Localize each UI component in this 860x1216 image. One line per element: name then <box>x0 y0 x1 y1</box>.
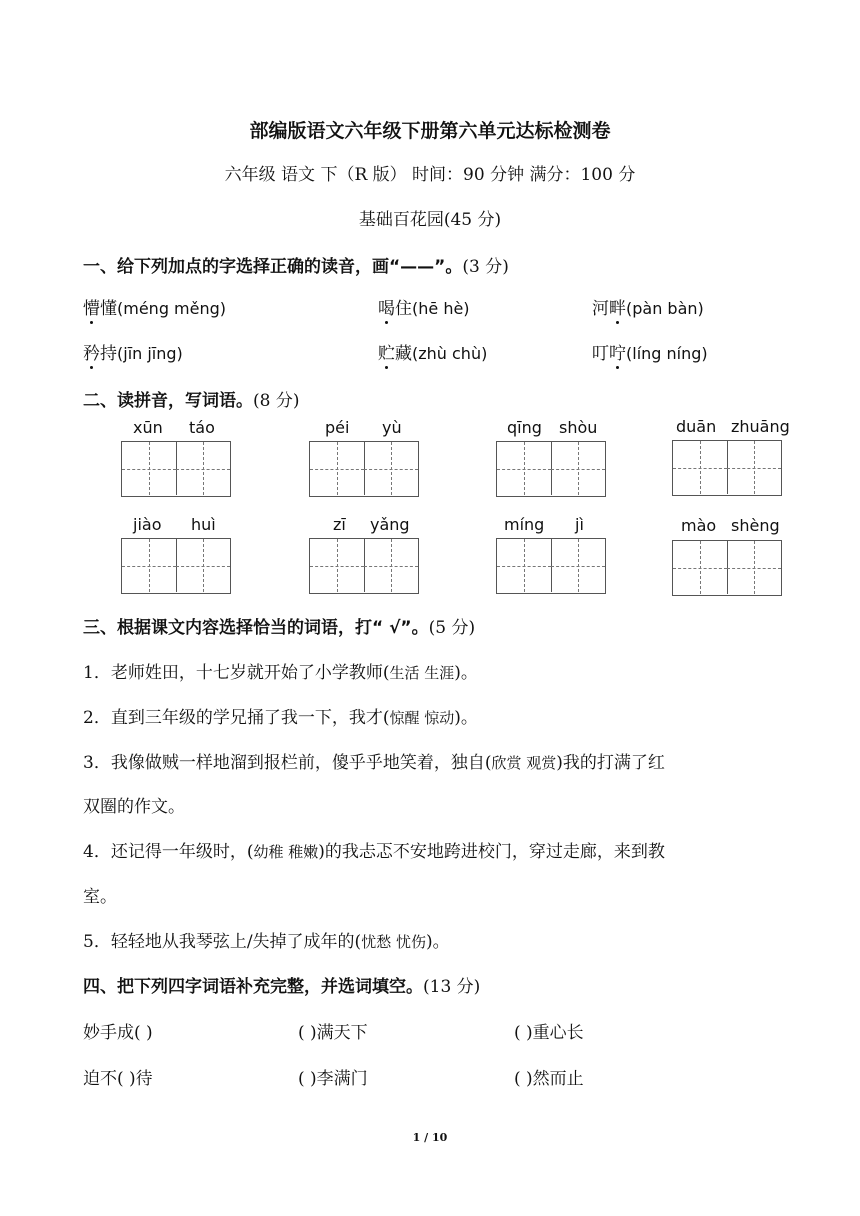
writing-grid[interactable] <box>309 538 419 594</box>
q1-heading-text: 一、给下列加点的字选择正确的读音，画“——”。 <box>83 257 463 277</box>
idiom-blank[interactable]: 迫不( )待 <box>83 1069 153 1089</box>
writing-grid[interactable] <box>672 540 782 596</box>
grid-cell[interactable] <box>673 541 728 594</box>
word-choices[interactable]: 忧愁 忧伤 <box>361 933 426 951</box>
sentence-text: 2．直到三年级的学兄捅了我一下，我才( <box>83 708 390 728</box>
q3-heading-text: 三、根据课文内容选择恰当的词语，打“ √”。 <box>83 618 429 638</box>
grid-cell[interactable] <box>727 541 781 594</box>
pinyin-syllable: péi <box>325 418 350 437</box>
sentence-text: )。 <box>454 708 478 728</box>
sentence-text: 1．老师姓田，十七岁就开始了小学教师( <box>83 663 390 683</box>
pinyin-syllable: jì <box>575 515 584 534</box>
pinyin-syllable: jiào <box>133 515 162 534</box>
word-post: 懂 <box>100 299 117 319</box>
q3-score: (5 分) <box>428 618 476 638</box>
q3-sentence-1 <box>83 658 478 683</box>
sentence-text: 3．我像做贼一样地溜到报栏前，傻乎乎地笑着，独自( <box>83 753 492 773</box>
grid-cell[interactable] <box>364 539 418 592</box>
q3-sentence-3-cont: 双圈的作文。 <box>83 797 185 817</box>
grid-cell[interactable] <box>310 442 365 495</box>
q1-item <box>378 294 470 319</box>
q3-sentence-3 <box>83 748 665 773</box>
dotted-char: 贮 <box>378 344 395 364</box>
dotted-char: 懵 <box>83 299 100 319</box>
part-title: 基础百花园(45 分) <box>358 210 502 230</box>
word-post: 住 <box>395 299 412 319</box>
q3-sentence-5 <box>83 927 450 952</box>
q1-item <box>592 294 704 319</box>
grid-cell[interactable] <box>364 442 418 495</box>
word-choices[interactable]: 生活 生涯 <box>389 664 455 682</box>
pinyin-options: (líng níng) <box>626 344 708 363</box>
word-pre: 叮 <box>592 344 609 364</box>
grid-cell[interactable] <box>551 539 605 592</box>
q1-item <box>592 339 708 364</box>
word-pre: 河 <box>592 299 609 319</box>
idiom-blank[interactable]: ( )满天下 <box>298 1023 368 1043</box>
grid-cell[interactable] <box>176 442 230 495</box>
writing-grid[interactable] <box>121 441 231 497</box>
dotted-char: 畔 <box>609 299 626 319</box>
grid-cell[interactable] <box>122 442 177 495</box>
word-choices[interactable]: 惊醒 惊动 <box>389 709 455 727</box>
pinyin-syllable: míng <box>504 515 545 534</box>
q2-score: (8 分) <box>253 391 300 411</box>
pinyin-syllable: shèng <box>731 516 780 535</box>
word-choices[interactable]: 欣赏 观赏 <box>491 754 557 772</box>
grid-cell[interactable] <box>497 539 552 592</box>
writing-grid[interactable] <box>672 440 782 496</box>
sentence-text: )。 <box>454 663 478 683</box>
q2-heading <box>83 386 299 411</box>
pinyin-syllable: xūn <box>133 418 163 437</box>
dotted-char: 咛 <box>609 344 626 364</box>
q2-heading-text: 二、读拼音，写词语。 <box>83 391 253 411</box>
sentence-text: 4．还记得一年级时，( <box>83 842 254 862</box>
pinyin-options: (jīn jīng) <box>117 344 183 363</box>
pinyin-syllable: duān <box>676 417 717 436</box>
grid-cell[interactable] <box>176 539 230 592</box>
writing-grid[interactable] <box>121 538 231 594</box>
sentence-text: )我的打满了红 <box>556 753 665 773</box>
pinyin-syllable: yǎng <box>370 515 410 534</box>
idiom-blank[interactable]: ( )李满门 <box>298 1069 368 1089</box>
word-choices[interactable]: 幼稚 稚嫩 <box>253 843 319 861</box>
q4-heading-text: 四、把下列四字词语补充完整，并选词填空。 <box>83 977 423 997</box>
sentence-text: )。 <box>425 932 450 952</box>
idiom-blank[interactable]: 妙手成( ) <box>83 1023 153 1043</box>
pinyin-syllable: huì <box>191 515 216 534</box>
q1-item <box>378 339 487 364</box>
q3-sentence-4-cont: 室。 <box>83 887 117 907</box>
grid-cell[interactable] <box>310 539 365 592</box>
q3-sentence-4 <box>83 837 665 862</box>
dotted-char: 矜 <box>83 344 100 364</box>
grid-cell[interactable] <box>727 441 781 494</box>
page-number: 1 / 10 <box>412 1131 448 1144</box>
writing-grid[interactable] <box>309 441 419 497</box>
q1-heading <box>83 252 509 277</box>
pinyin-syllable: shòu <box>559 418 598 437</box>
q4-heading <box>83 972 480 997</box>
pinyin-syllable: qīng <box>507 418 542 437</box>
word-post: 持 <box>100 344 117 364</box>
q3-heading <box>83 613 475 638</box>
q1-item <box>83 339 183 364</box>
pinyin-options: (méng měng) <box>117 299 227 318</box>
pinyin-options: (pàn bàn) <box>626 299 704 318</box>
pinyin-syllable: yù <box>382 418 402 437</box>
sentence-text: )的我忐忑不安地跨进校门，穿过走廊，来到教 <box>318 842 665 862</box>
grid-cell[interactable] <box>122 539 177 592</box>
q1-item <box>83 294 226 319</box>
q1-score: (3 分) <box>462 257 509 277</box>
q3-sentence-2 <box>83 703 478 728</box>
dotted-char: 喝 <box>378 299 395 319</box>
sentence-text: 5．轻轻地从我琴弦上/失掉了成年的( <box>83 932 362 952</box>
word-post: 藏 <box>395 344 412 364</box>
idiom-blank[interactable]: ( )然而止 <box>514 1069 584 1089</box>
pinyin-options: (hē hè) <box>412 299 470 318</box>
pinyin-syllable: táo <box>189 418 215 437</box>
writing-grid[interactable] <box>496 538 606 594</box>
pinyin-options: (zhù chù) <box>412 344 488 363</box>
q4-score: (13 分) <box>423 977 481 997</box>
grid-cell[interactable] <box>673 441 728 494</box>
pinyin-syllable: zī <box>333 515 346 534</box>
grid-cell[interactable] <box>551 442 605 495</box>
pinyin-syllable: mào <box>681 516 717 535</box>
exam-meta: 六年级 语文 下（R 版） 时间：90 分钟 满分：100 分 <box>224 165 636 185</box>
writing-grid[interactable] <box>496 441 606 497</box>
idiom-blank[interactable]: ( )重心长 <box>514 1023 584 1043</box>
grid-cell[interactable] <box>497 442 552 495</box>
document-title: 部编版语文六年级下册第六单元达标检测卷 <box>249 120 611 142</box>
pinyin-syllable: zhuāng <box>731 417 790 436</box>
